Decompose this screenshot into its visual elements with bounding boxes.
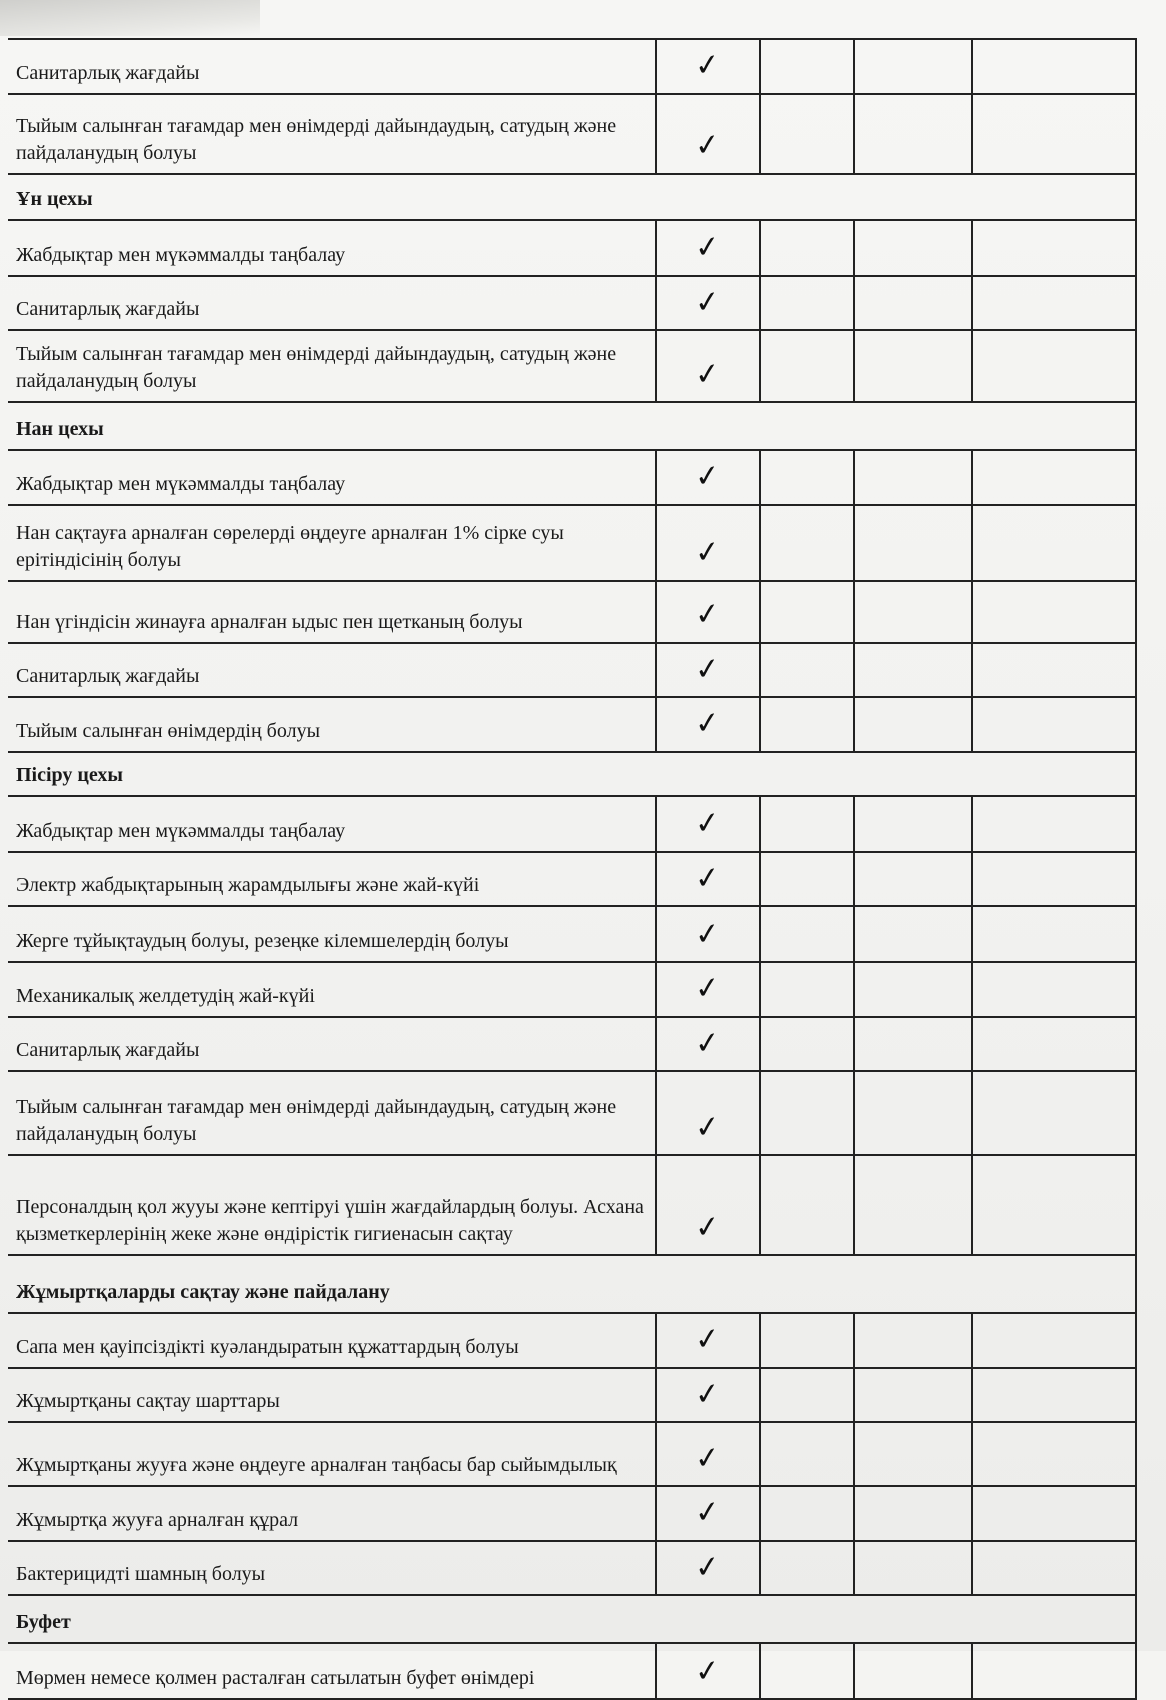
- not-applicable-cell: [854, 962, 972, 1017]
- criterion-label: Жұмыртқаны жууға және өңдеуге арналған таңбасы бар сыйымдылық: [8, 1422, 656, 1486]
- handwritten-check-icon: ✓: [693, 804, 723, 843]
- compliance-yes-cell: [656, 1643, 760, 1699]
- compliance-yes-cell: [656, 643, 760, 698]
- compliance-no-cell: [760, 450, 854, 505]
- not-applicable-cell: [854, 906, 972, 962]
- notes-cell: [972, 852, 1136, 907]
- notes-cell: [972, 39, 1136, 94]
- compliance-no-cell: [760, 1313, 854, 1368]
- compliance-no-cell: [760, 94, 854, 174]
- notes-cell: [972, 643, 1136, 698]
- section-header-row: [8, 402, 1136, 450]
- compliance-yes-cell: [656, 1541, 760, 1596]
- compliance-no-cell: [760, 39, 854, 94]
- not-applicable-cell: [854, 94, 972, 174]
- notes-cell: [972, 1155, 1136, 1255]
- criterion-label: Нан сақтауға арналған сөрелерді өңдеуге арналған 1% сірке суы ерітіндісінің болуы: [8, 505, 656, 581]
- checklist-row: [8, 1486, 1136, 1541]
- compliance-no-cell: [760, 852, 854, 907]
- section-header-row: [8, 174, 1136, 220]
- compliance-yes-cell: [656, 1368, 760, 1423]
- handwritten-check-icon: ✓: [693, 1375, 723, 1413]
- checklist-row: [8, 643, 1136, 698]
- compliance-yes-cell: [656, 796, 760, 852]
- checklist-row: [8, 94, 1136, 174]
- criterion-label: Тыйым салынған өнімдердің болуы: [8, 697, 656, 752]
- not-applicable-cell: [854, 330, 972, 402]
- handwritten-check-icon: ✓: [693, 915, 723, 953]
- criterion-label: Тыйым салынған тағамдар мен өнімдерді дайындаудың, сатудың және пайдаланудың болуы: [8, 330, 656, 402]
- handwritten-check-icon: ✓: [693, 1108, 723, 1146]
- notes-cell: [972, 1017, 1136, 1072]
- criterion-label: Жабдықтар мен мүкәммалды таңбалау: [8, 796, 656, 852]
- not-applicable-cell: [854, 220, 972, 276]
- criterion-label: Санитарлық жағдайы: [8, 39, 656, 94]
- compliance-yes-cell: [656, 852, 760, 907]
- not-applicable-cell: [854, 1486, 972, 1541]
- section-title: Пісіру цехы: [8, 752, 1136, 796]
- compliance-yes-cell: [656, 1313, 760, 1368]
- section-title: Ұн цехы: [8, 174, 1136, 220]
- not-applicable-cell: [854, 505, 972, 581]
- compliance-yes-cell: [656, 1071, 760, 1155]
- compliance-yes-cell: [656, 1017, 760, 1072]
- notes-cell: [972, 1541, 1136, 1596]
- notes-cell: [972, 1422, 1136, 1486]
- compliance-yes-cell: [656, 697, 760, 752]
- compliance-yes-cell: [656, 39, 760, 94]
- not-applicable-cell: [854, 39, 972, 94]
- checklist-row: [8, 1071, 1136, 1155]
- compliance-no-cell: [760, 697, 854, 752]
- handwritten-check-icon: ✓: [693, 533, 723, 572]
- not-applicable-cell: [854, 697, 972, 752]
- notes-cell: [972, 697, 1136, 752]
- not-applicable-cell: [854, 581, 972, 643]
- criterion-label: Бактерицидті шамның болуы: [8, 1541, 656, 1596]
- notes-cell: [972, 581, 1136, 643]
- handwritten-check-icon: ✓: [693, 228, 723, 267]
- compliance-yes-cell: [656, 276, 760, 331]
- handwritten-check-icon: ✓: [693, 650, 723, 688]
- compliance-no-cell: [760, 796, 854, 852]
- compliance-yes-cell: [656, 1486, 760, 1541]
- checklist-row: [8, 906, 1136, 962]
- checklist-row: [8, 1422, 1136, 1486]
- compliance-no-cell: [760, 581, 854, 643]
- checklist-row: [8, 1017, 1136, 1072]
- notes-cell: [972, 1313, 1136, 1368]
- notes-cell: [972, 94, 1136, 174]
- handwritten-check-icon: ✓: [693, 969, 723, 1008]
- criterion-label: Жұмыртқаны сақтау шарттары: [8, 1368, 656, 1423]
- not-applicable-cell: [854, 276, 972, 331]
- compliance-no-cell: [760, 276, 854, 331]
- not-applicable-cell: [854, 1017, 972, 1072]
- criterion-label: Механикалық желдетудің жай-күйі: [8, 962, 656, 1017]
- handwritten-check-icon: ✓: [693, 859, 723, 897]
- handwritten-check-icon: ✓: [693, 355, 723, 393]
- checklist-row: [8, 1643, 1136, 1699]
- criterion-label: Санитарлық жағдайы: [8, 643, 656, 698]
- handwritten-check-icon: ✓: [693, 46, 723, 85]
- checklist-row: [8, 39, 1136, 94]
- notes-cell: [972, 276, 1136, 331]
- compliance-no-cell: [760, 1486, 854, 1541]
- not-applicable-cell: [854, 1541, 972, 1596]
- checklist-row: [8, 1368, 1136, 1423]
- criterion-label: Персоналдың қол жууы және кептіруі үшін жағдайлардың болуы. Асхана қызметкерлерінің жеке және өндірістік гигиенасын сақтау: [8, 1155, 656, 1255]
- checklist-row: [8, 581, 1136, 643]
- compliance-no-cell: [760, 220, 854, 276]
- notes-cell: [972, 906, 1136, 962]
- checklist-row: [8, 1155, 1136, 1255]
- not-applicable-cell: [854, 1313, 972, 1368]
- compliance-yes-cell: [656, 220, 760, 276]
- section-title: Жұмыртқаларды сақтау және пайдалану: [8, 1255, 1136, 1313]
- checklist-row: [8, 330, 1136, 402]
- notes-cell: [972, 796, 1136, 852]
- not-applicable-cell: [854, 796, 972, 852]
- checklist-row: [8, 220, 1136, 276]
- criterion-label: Жабдықтар мен мүкәммалды таңбалау: [8, 220, 656, 276]
- criterion-label: Тыйым салынған тағамдар мен өнімдерді дайындаудың, сатудың және пайдаланудың болуы: [8, 1071, 656, 1155]
- notes-cell: [972, 220, 1136, 276]
- handwritten-check-icon: ✓: [693, 283, 723, 321]
- checklist-row: [8, 1313, 1136, 1368]
- section-title: Нан цехы: [8, 402, 1136, 450]
- compliance-no-cell: [760, 906, 854, 962]
- notes-cell: [972, 330, 1136, 402]
- not-applicable-cell: [854, 852, 972, 907]
- compliance-yes-cell: [656, 1422, 760, 1486]
- section-header-row: [8, 752, 1136, 796]
- handwritten-check-icon: ✓: [693, 1439, 723, 1477]
- handwritten-check-icon: ✓: [693, 704, 723, 743]
- checklist-row: [8, 505, 1136, 581]
- compliance-yes-cell: [656, 94, 760, 174]
- compliance-yes-cell: [656, 962, 760, 1017]
- not-applicable-cell: [854, 643, 972, 698]
- notes-cell: [972, 505, 1136, 581]
- not-applicable-cell: [854, 1155, 972, 1255]
- compliance-no-cell: [760, 1017, 854, 1072]
- handwritten-check-icon: ✓: [693, 1652, 723, 1690]
- checklist-row: [8, 962, 1136, 1017]
- criterion-label: Жұмыртқа жууға арналған құрал: [8, 1486, 656, 1541]
- notes-cell: [972, 1368, 1136, 1423]
- compliance-no-cell: [760, 1155, 854, 1255]
- notes-cell: [972, 962, 1136, 1017]
- not-applicable-cell: [854, 1643, 972, 1699]
- compliance-no-cell: [760, 1422, 854, 1486]
- section-header-row: [8, 1255, 1136, 1313]
- inspection-checklist-table: [8, 38, 1137, 1700]
- criterion-label: Нан үгіндісін жинауға арналған ыдыс пен щетканың болуы: [8, 581, 656, 643]
- section-title: Буфет: [8, 1595, 1136, 1643]
- compliance-yes-cell: [656, 906, 760, 962]
- compliance-yes-cell: [656, 581, 760, 643]
- checklist-row: [8, 276, 1136, 331]
- compliance-no-cell: [760, 330, 854, 402]
- checklist-row: [8, 796, 1136, 852]
- compliance-no-cell: [760, 1071, 854, 1155]
- handwritten-check-icon: ✓: [693, 457, 723, 496]
- compliance-no-cell: [760, 1541, 854, 1596]
- not-applicable-cell: [854, 450, 972, 505]
- compliance-no-cell: [760, 1368, 854, 1423]
- compliance-yes-cell: [656, 505, 760, 581]
- notes-cell: [972, 1071, 1136, 1155]
- compliance-no-cell: [760, 1643, 854, 1699]
- notes-cell: [972, 1486, 1136, 1541]
- criterion-label: Жабдықтар мен мүкәммалды таңбалау: [8, 450, 656, 505]
- criterion-label: Санитарлық жағдайы: [8, 276, 656, 331]
- handwritten-check-icon: ✓: [693, 1208, 723, 1246]
- handwritten-check-icon: ✓: [693, 1548, 723, 1586]
- compliance-no-cell: [760, 962, 854, 1017]
- criterion-label: Мөрмен немесе қолмен расталған сатылатын буфет өнімдері: [8, 1643, 656, 1699]
- compliance-no-cell: [760, 643, 854, 698]
- section-header-row: [8, 1595, 1136, 1643]
- handwritten-check-icon: ✓: [693, 595, 723, 634]
- handwritten-check-icon: ✓: [693, 126, 723, 165]
- not-applicable-cell: [854, 1422, 972, 1486]
- criterion-label: Электр жабдықтарының жарамдылығы және жай-күйі: [8, 852, 656, 907]
- criterion-label: Жерге тұйықтаудың болуы, резеңке кілемшелердің болуы: [8, 906, 656, 962]
- handwritten-check-icon: ✓: [693, 1320, 723, 1359]
- compliance-yes-cell: [656, 450, 760, 505]
- criterion-label: Тыйым салынған тағамдар мен өнімдерді дайындаудың, сатудың және пайдаланудың болуы: [8, 94, 656, 174]
- compliance-no-cell: [760, 505, 854, 581]
- compliance-yes-cell: [656, 330, 760, 402]
- checklist-row: [8, 450, 1136, 505]
- not-applicable-cell: [854, 1071, 972, 1155]
- notes-cell: [972, 450, 1136, 505]
- criterion-label: Санитарлық жағдайы: [8, 1017, 656, 1072]
- criterion-label: Сапа мен қауіпсіздікті куәландыратын құжаттардың болуы: [8, 1313, 656, 1368]
- checklist-body: [8, 39, 1136, 1699]
- checklist-row: [8, 852, 1136, 907]
- checklist-row: [8, 697, 1136, 752]
- compliance-yes-cell: [656, 1155, 760, 1255]
- not-applicable-cell: [854, 1368, 972, 1423]
- handwritten-check-icon: ✓: [693, 1024, 723, 1062]
- checklist-row: [8, 1541, 1136, 1596]
- handwritten-check-icon: ✓: [693, 1493, 723, 1532]
- page-fold-shadow: [0, 0, 260, 36]
- notes-cell: [972, 1643, 1136, 1699]
